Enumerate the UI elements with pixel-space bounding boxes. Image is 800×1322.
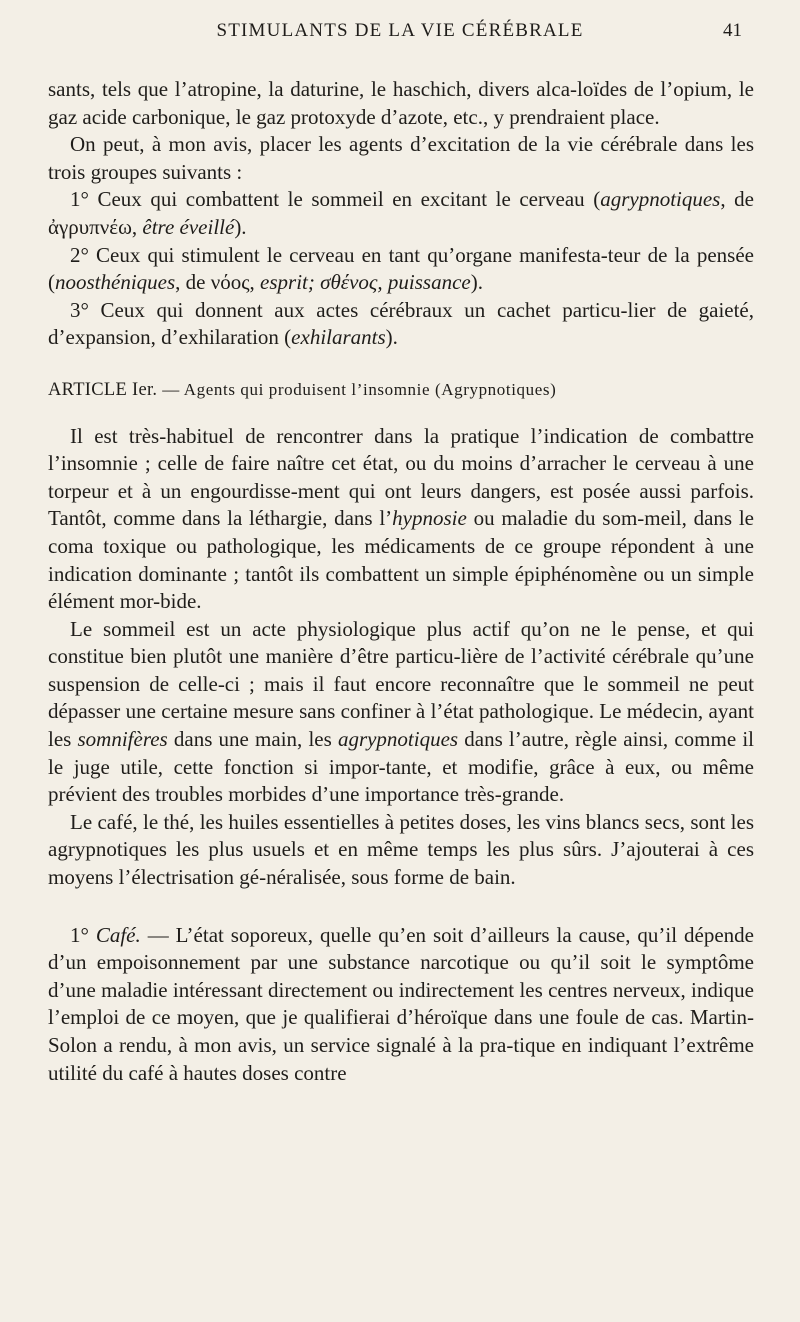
body-text	[48, 76, 754, 1087]
article-label: ARTICLE Ier.	[48, 379, 158, 400]
article-title: — Agents qui produisent l’insomnie (Agrypnotiques)	[162, 379, 557, 399]
paragraph-cafe: 1° Café. — L’état soporeux, quelle qu’en soit d’ailleurs la cause, qu’il dépende d’un empoisonnement par une substance narcotique ou qu’il soit le symptôme d’une maladie intéressant directement ou indirectement les centres nerveux, indique l’emploi de ce moyen, que je qualifierai d’héroïque dans une foule de cas. Martin-Solon a rendu, à mon avis, un service signalé à la pra-tique en indiquant l’extrême utilité du café à hautes doses contre	[48, 922, 754, 1085]
page-number: 41	[723, 20, 742, 41]
paragraph-continuation: sants, tels que l’atropine, la daturine, le haschich, divers alca-loïdes de l’opium, le gaz acide carbonique, le gaz protoxyde d’azote, etc., y prendraient place.	[48, 77, 754, 129]
paragraph-groups-intro: On peut, à mon avis, placer les agents d’excitation de la vie cérébrale dans les trois groupes suivants :	[48, 132, 754, 184]
article-heading	[48, 376, 754, 405]
list-item-exhilarants: 3° Ceux qui donnent aux actes cérébraux un cachet particu-lier de gaieté, d’expansion, d’exhilaration (exhilarants).	[48, 297, 754, 350]
list-item-agrypnotiques: 1° Ceux qui combattent le sommeil en excitant le cerveau (agrypnotiques, de ἀγρυπνέω, être éveillé).	[48, 187, 754, 239]
paragraph-usual-agents: Le café, le thé, les huiles essentielles à petites doses, les vins blancs secs, sont les agrypnotiques les plus usuels et en même temps les plus sûrs. J’ajouterai à ces moyens l’électrisation gé-néralisée, sous forme de bain.	[48, 809, 754, 890]
list-item-noostheniques: 2° Ceux qui stimulent le cerveau en tant qu’organe manifesta-teur de la pensée (noosthéniques, de νόος, esprit; σθένος, puissance).	[48, 242, 754, 295]
paragraph-sleep: Le sommeil est un acte physiologique plus actif qu’on ne le pense, et qui constitue bien plutôt une manière d’être particu-lière de l’activité cérébrale qu’une suspension de celle-ci ; mais il faut encore reconnaître que le sommeil ne peut dépasser une certaine mesure sans confiner à l’état pathologique. Le médecin, ayant les somnifères dans une main, les agrypnotiques dans l’autre, règle ainsi, comme il le juge utile, cette fonction si impor-tante, et modifie, grâce à eux, ou même prévient des troubles morbides d’une importance très-grande.	[48, 616, 754, 807]
paragraph-insomnia: Il est très-habituel de rencontrer dans la pratique l’indication de combattre l’insomnie ; celle de faire naître cet état, ou du moins d’arracher le cerveau à une torpeur et à un engourdisse-ment qui ont leurs dangers, est posée aussi parfois. Tantôt, comme dans la léthargie, dans l’hypnosie ou maladie du som-meil, dans le coma toxique ou pathologique, les médicaments de ce groupe répondent à une indication dominante ; tantôt ils combattent un simple épiphénomène ou un simple élément mor-bide.	[48, 423, 754, 614]
running-title: STIMULANTS DE LA VIE CÉRÉBRALE	[216, 20, 584, 41]
